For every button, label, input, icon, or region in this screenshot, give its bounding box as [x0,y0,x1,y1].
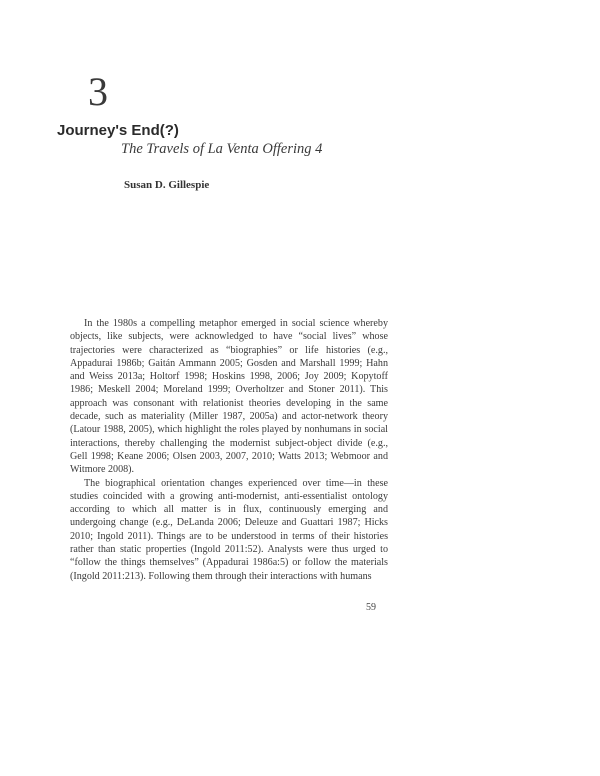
paragraph: The biographical orientation changes experienced over time—in these studies coincided with a growing anti-modernist, anti-essentialist ontology according to which all matter is in flux, continuously emerging and undergoing change (e.g., DeLanda 2006; Deleuze and Guattari 1987; Hicks 2010; Ingold 2011). Things are to be understood in terms of their histories rather than static properties (Ingold 2011:52). Analysts were thus urged to “follow the things themselves” (Appadurai 1986a:5) or follow the materials (Ingold 2011:213). Following them through their interactions with humans [70,477,388,582]
author-name: Susan D. Gillespie [124,179,210,191]
chapter-number: 3 [88,69,108,114]
paragraph: In the 1980s a compelling metaphor emerged in social science whereby objects, like subjects, were acknowledged to have “social lives” whose trajectories were characterized as “biographies” or life histories (e.g., Appadurai 1986b; Gaitán Ammann 2005; Gosden and Marshall 1999; Hahn and Weiss 2013a; Holtorf 1998; Hoskins 1998, 2006; Joy 2009; Kopytoff 1986; Meskell 2004; Moreland 1999; Overholtzer and Stoner 2011). This approach was consonant with relationist theories developing in the same decade, such as materiality (Miller 1987, 2005a) and actor-network theory (Latour 1988, 2005), which highlight the roles played by nonhumans in social interactions, thereby challenging the modernist subject-object divide (e.g., Gell 1998; Keane 2006; Olsen 2003, 2007, 2010; Watts 2013; Webmoor and Witmore 2008). [70,318,388,476]
chapter-title: Journey's End(?) [57,122,179,139]
chapter-subtitle: The Travels of La Venta Offering 4 [121,141,323,157]
body-text [70,317,388,583]
page-number: 59 [366,602,376,613]
